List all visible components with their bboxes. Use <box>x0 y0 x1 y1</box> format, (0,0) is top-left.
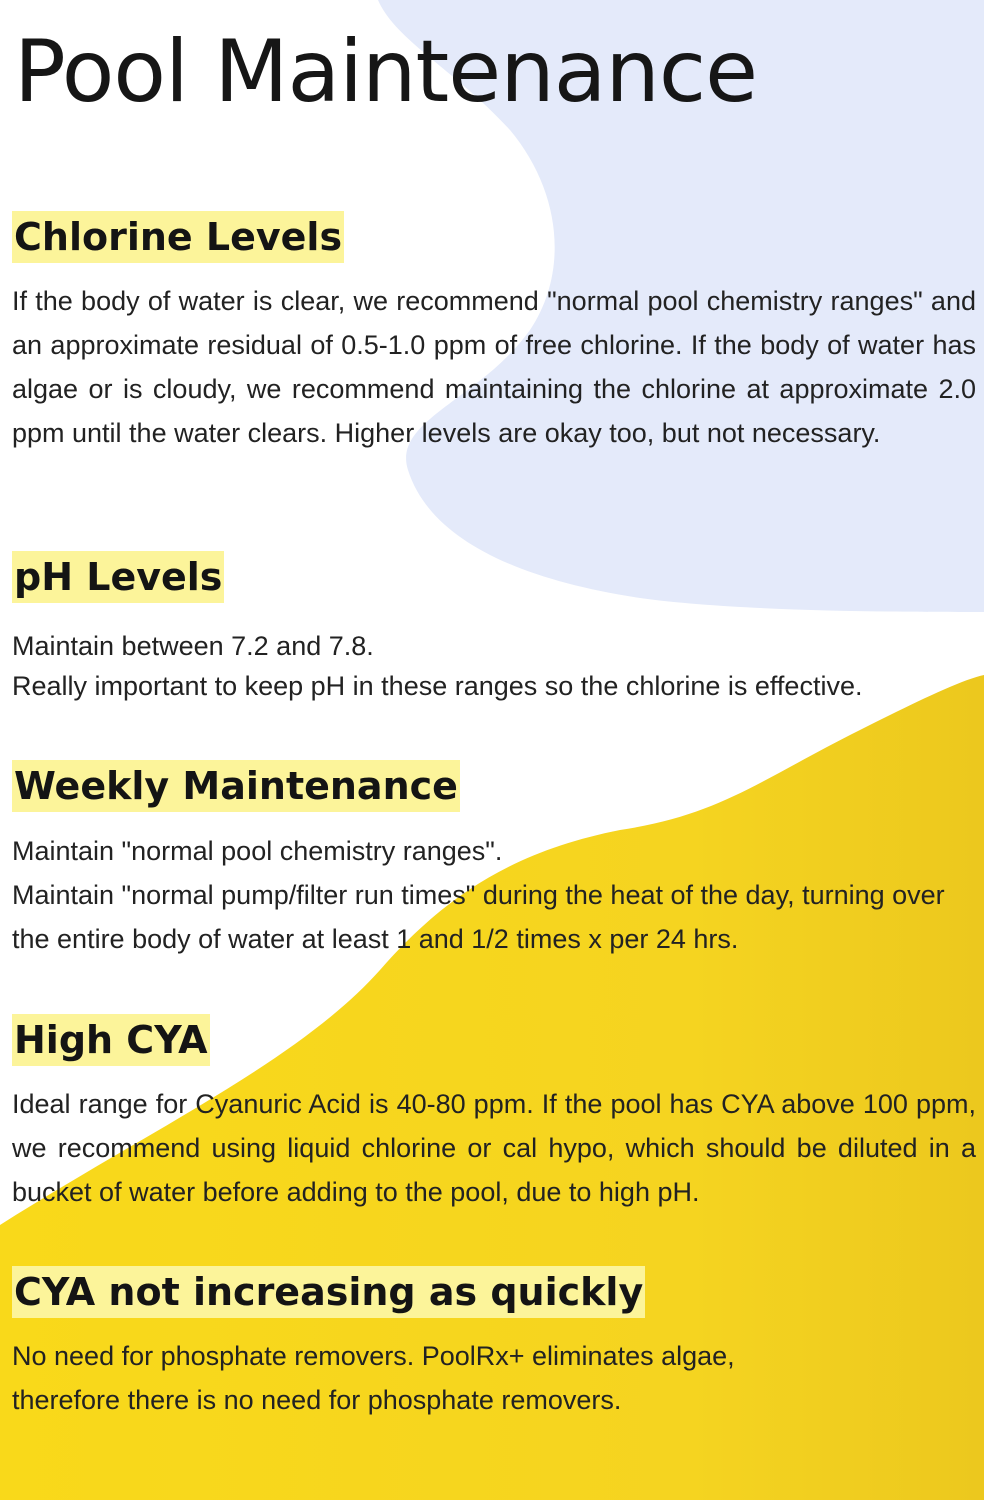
chlorine-text: If the body of water is clear, we recommend "normal pool chemistry ranges" and an approximate residual of 0.5-1.0 ppm of free chlorine. If the body of water has algae or is cloudy, we recommend maintaining the chlorine at approximate 2.0 ppm until the water clears. Higher levels are okay too, but not necessary. <box>12 286 976 448</box>
section-heading-weekly: Weekly Maintenance <box>12 760 460 812</box>
section-body-ph <box>12 624 862 708</box>
weekly-line-1: Maintain "normal pool chemistry ranges". <box>12 836 503 866</box>
section-heading-cya-slow: CYA not increasing as quickly <box>12 1266 645 1318</box>
ph-line-2: Really important to keep pH in these ranges so the chlorine is effective. <box>12 671 863 701</box>
section-body-weekly <box>12 829 976 961</box>
section-heading-ph: pH Levels <box>12 551 224 603</box>
section-heading-high-cya: High CYA <box>12 1014 210 1066</box>
page-title: Pool Maintenance <box>14 22 758 122</box>
section-body-cya-slow <box>12 1334 812 1422</box>
ph-line-1: Maintain between 7.2 and 7.8. <box>12 631 374 661</box>
high-cya-text: Ideal range for Cyanuric Acid is 40-80 ppm. If the pool has CYA above 100 ppm, we recommend using liquid chlorine or cal hypo, which should be diluted in a bucket of water before adding to the pool, due to high pH. <box>12 1089 976 1207</box>
cya-slow-text: No need for phosphate removers. PoolRx+ eliminates algae, therefore there is no need for phosphate removers. <box>12 1341 735 1415</box>
section-body-high-cya <box>12 1082 976 1214</box>
section-heading-chlorine: Chlorine Levels <box>12 211 344 263</box>
section-body-chlorine <box>12 279 976 455</box>
weekly-line-2: Maintain "normal pump/filter run times" during the heat of the day, turning over the entire body of water at least 1 and 1/2 times x per 24 hrs. <box>12 880 945 954</box>
